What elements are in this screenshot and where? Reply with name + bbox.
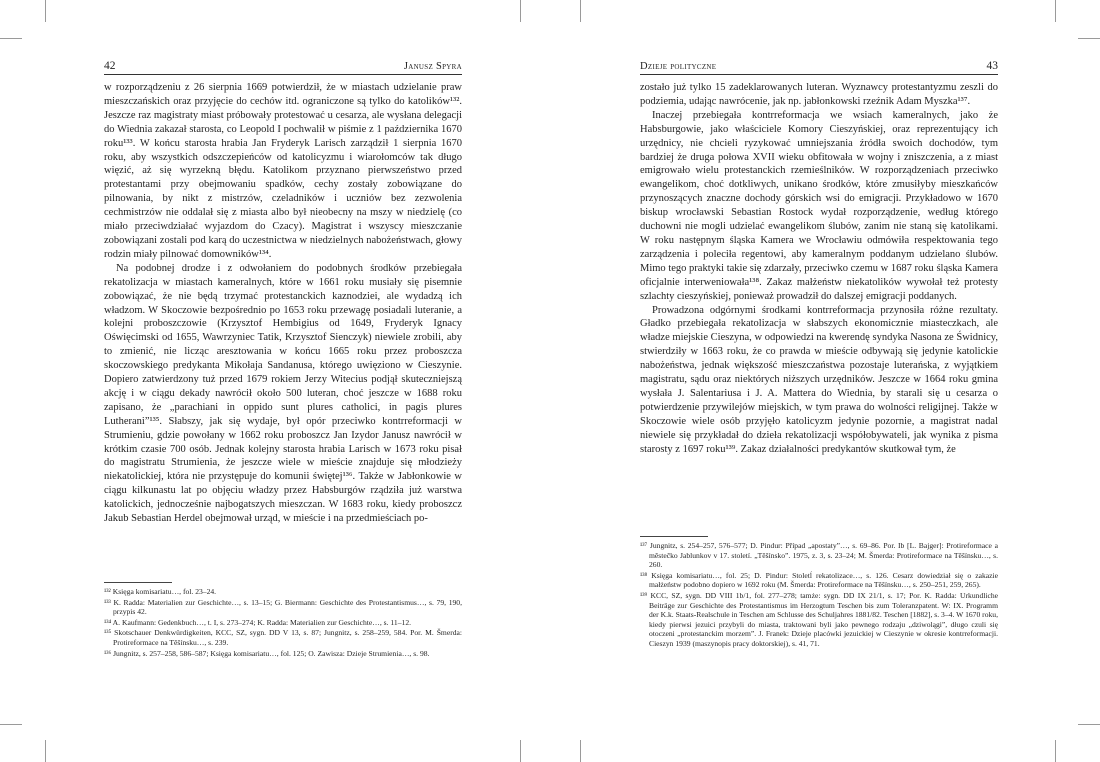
crop-mark bbox=[1078, 38, 1100, 39]
crop-mark bbox=[520, 740, 521, 762]
paragraph: zostało już tylko 15 zadeklarowanych luteran. Wyznawcy protestantyzmu zeszli do podziemia, udając nawrócenie, jak np. jabłonkowski rzeźnik Adam Myszka¹³⁷. bbox=[640, 82, 998, 107]
crop-mark bbox=[45, 0, 46, 22]
right-page bbox=[640, 60, 998, 648]
crop-mark bbox=[0, 724, 22, 725]
running-head-title: Janusz Spyra bbox=[403, 61, 462, 72]
footnote: ¹³⁷ Jungnitz, s. 254–257, 576–577; D. Pindur: Případ „apostaty”…, s. 69–86. Por. Ib [L. Bajger]: Protireformace a městečko Jablunkov v 17. století. „Těšínsko”. 1975, z. 3, s. 23–24; M. Šmerda: Protireformace na Těšínsku…, s. 260. bbox=[640, 541, 998, 570]
footnote-rule bbox=[104, 582, 172, 583]
footnote: ¹³⁵ Skotschauer Denkwürdigkeiten, KCC, SZ, sygn. DD V 13, s. 87; Jungnitz, s. 258–259, 584. Por. M. Šmerda: Protireformace na Těšínsku…, s. 239. bbox=[104, 628, 462, 647]
paragraph: w rozporządzeniu z 26 sierpnia 1669 potwierdził, że w miastach udzielanie praw mieszczańskich oraz przyjęcie do cechów itd. ograniczone są tylko do katolików¹³². Jeszcze raz magistraty miast próbowały protestować u cesarza, ale wysłana delegacji do Wiednia zakazał starosta, co Leopold I pochwalił w piśmie z 1 października 1670 roku¹³³. W końcu starosta hrabia Jan Fryderyk Larisch zarządził 1 sierpnia 1670 roku, aby wszystkich odszczepieńców od katolicyzmu i wiarołomców tak długo więzić, aż się wyrzekną błędu. Katolikom przyznano pierwszeństwo przed protestantami przy obejmowaniu spadków, cechy zostały zobowiązane do pilnowania, by nikt z mistrzów, czeladników i uczniów bez zezwolenia cechmistrzów nie oddalał się z miasta albo był nieobecny na mszy w niedzielę (co miało przeciwdziałać wyjazdom do Czacy). Magistrat i wszyscy mieszczanie zobowiązani zostali pod karą do uczestnictwa w niedzielnych nabożeństwach, głowy rodzin miały pilnować domowników¹³⁴. bbox=[104, 82, 462, 260]
crop-mark bbox=[580, 740, 581, 762]
left-page bbox=[104, 60, 462, 658]
crop-mark bbox=[1078, 724, 1100, 725]
footnote: ¹³³ K. Radda: Materialien zur Geschichte…, s. 13–15; G. Biermann: Geschichte des Protestantismus…, s. 79, 190, przypis 42. bbox=[104, 597, 462, 617]
running-head bbox=[104, 60, 462, 75]
paragraph: Inaczej przebiegała kontrreformacja we wsiach kameralnych, jako że Habsburgowie, jako właściciele Komory Cieszyńskiej, oraz reprezentujący ich urzędnicy, nie chcieli ryzykować umniejszania źródła swoich dochodów, tym bardziej że druga połowa XVII wieku obfitowała w wojny i zniszczenia, a z miast emigrowało wielu protestanckich rzemieślników. W rozporządzeniach przeciwko ewangelikom, choć dotkliwych, unikano środków, które zmusiłyby mieszkańców przynoszących znaczne dochody górskich wsi do emigracji. Przykładowo w 1670 biskup wrocławski Sebastian Rostock wydał rozporządzenie, według którego duchowni nie mogli udzielać ewangelikom ślubów, zanim nie staną się katolikami. W roku następnym śląska Kamera we Wrocławiu odmówiła respektowania tego zarządzenia i poleciła regentowi, aby kameralnym poddanym udzielano ślubów. Mimo tego praktyki takie się zdarzały, przeciwko czemu w 1687 roku śląska Kamera oficjalnie interweniowała¹³⁸. Zakaz małżeństw niekatolików wywołał też protesty szlachty cieszyńskiej, ponieważ prowadził do dalszej emigracji poddanych. bbox=[640, 109, 998, 302]
paragraph: Na podobnej drodze i z odwołaniem do podobnych środków przebiegała rekatolizacja w miastach kameralnych, które w 1661 roku musiały się pisemnie zobowiązać, że nie będą trzymać protestanckich kaznodziei, ale wydadzą ich władzom. W Skoczowie bezpośrednio po 1653 roku przewagę posiadali luteranie, a kolejni proboszczowie (Krzysztof Hembigius od 1649, Fryderyk Ignacy Oświęcimski od 1655, Wawrzyniec Tatik, Krzysztof Sienczyk) niewiele zrobili, aby to zmienić, nie licząc aresztowania w końcu 1665 roku przez proboszcza skoczowskiego predykanta Mikołaja Sandanusa, którego uwięziono w Cieszynie. Dopiero zatwierdzony tuż przed 1679 rokiem Jerzy Witecius podjął skuteczniejszą akcję i w ciągu dekady nawrócił około 500 luteran, choć jeszcze w 1688 roku zapisano, że „parachiani in oppido sunt plures catholici, in pagis plures Lutherani”¹³⁵. Słabszy, jak się wydaje, był opór przeciwko kontrreformacji w Strumieniu, gdzie powołany w 1662 roku proboszcz Jan Izydor Janusz nawrócił w krótkim czasie 700 osób. Jednak kolejny starosta hrabia Larisch w 1673 roku pisał do magistratu Strumienia, że jeszcze wiele w mieście znajduje się młodzieży niekatolickiej, która nie przystępuje do komunii świętej¹³⁶. Także w Jabłonkowie w ciągu kilkunastu lat po objęciu władzy przez Habsburgów rządziła już warstwa katolickich, jednocześnie najbogatszych mieszczan. W 1683 roku, kiedy proboszcz Jakub Sebastian Herdel obejmował urząd, w mieście i na przedmieściach po- bbox=[104, 262, 462, 525]
footnotes bbox=[640, 536, 998, 650]
footnote: ¹³⁹ KCC, SZ, sygn. DD VIII 1b/1, fol. 277–278; tamże: sygn. DD IX 21/1, s. 17; Por. K. Radda: Urkundliche Beiträge zur Geschichte des Protestantismus im Herzogtum Teschen bis zum Toleranzpatent. W: IX. Programm der K.k. Staats-Realschule in Teschen am Schlusse des Schuljahres 1881/82. Teschen [1882], s. 3–4. W 1670 roku, kiedy pierwsi jezuici przybyli do miasta, traktowani byli jako pewnego rodzaju „dziwolągi”, długo czuli się otoczeni „protestanckim morzem”. J. Franek: Dzieje placówki jezuickiej w Cieszynie w okresie kontrreformacji. Cieszyn 1939 (maszynopis pracy doktorskiej), s. 41, 71. bbox=[640, 590, 998, 648]
body-text bbox=[104, 81, 462, 526]
footnote: ¹³⁴ A. Kaufmann: Gedenkbuch…, t. I, s. 273–274; K. Radda: Materialien zur Geschichte…, s. 11–12. bbox=[104, 617, 412, 627]
crop-mark bbox=[1055, 740, 1056, 762]
body-text bbox=[640, 81, 998, 456]
crop-mark bbox=[580, 0, 581, 22]
footnote: ¹³² Księga komisariatu…, fol. 23–24. bbox=[104, 587, 217, 596]
footnote: ¹³⁸ Księga komisariatu…, fol. 25; D. Pindur: Stoletĺ rekatolizace…, s. 126. Cesarz dowiedział się o zakazie małżeństw podobno dopiero w 1692 roku (M. Šmerda: Protireformace na Těšínsku…, s. 250–251, 259, 265). bbox=[640, 570, 998, 590]
page-number: 42 bbox=[104, 60, 116, 72]
running-head bbox=[640, 60, 998, 75]
crop-mark bbox=[45, 740, 46, 762]
footnote: ¹³⁶ Jungnitz, s. 257–258, 586–587; Księga komisariatu…, fol. 125; O. Zawisza: Dzieje Strumienia…, s. 98. bbox=[104, 648, 430, 658]
crop-mark bbox=[0, 38, 22, 39]
page-number: 43 bbox=[986, 60, 998, 72]
paragraph: Prowadzona odgórnymi środkami kontrreformacja przynosiła różne rezultaty. Gładko przebiegała rekatolizacja w słabszych ekonomicznie miasteczkach, ale władze miejskie Cieszyna, w odpowiedzi na kwerendę syndyka Nasona ze Świdnicy, stwierdziły w 1663 roku, że co prawda w mieście odbywają się jedynie katolickie nabożeństwa, jednak większość mieszczaństwa pozostaje luterańska, z wyjątkiem magistratu, sądu oraz niektórych niższych urzędników. Jeszcze w 1664 roku gmina wysłała J. Salentariusa i J. A. Mattera do Wiednia, by starali się u cesarza o potwierdzenie przywilejów miejskich, w tym prawa do wolności religijnej. Także w Skoczowie wiele osób przyjęło katolicyzm jedynie pozornie, a magistrat nadal niewiele się przykładał do dzieła rekatolizacji współobywateli, jak wynika z pisma starosty z 1697 roku¹³⁹. Zakaz działalności predykantów skutkował tym, że bbox=[640, 304, 998, 455]
footnote-rule bbox=[640, 536, 708, 537]
footnotes bbox=[104, 582, 462, 659]
running-head-title: Dzieje polityczne bbox=[640, 61, 717, 72]
crop-mark bbox=[520, 0, 521, 22]
crop-mark bbox=[1055, 0, 1056, 22]
